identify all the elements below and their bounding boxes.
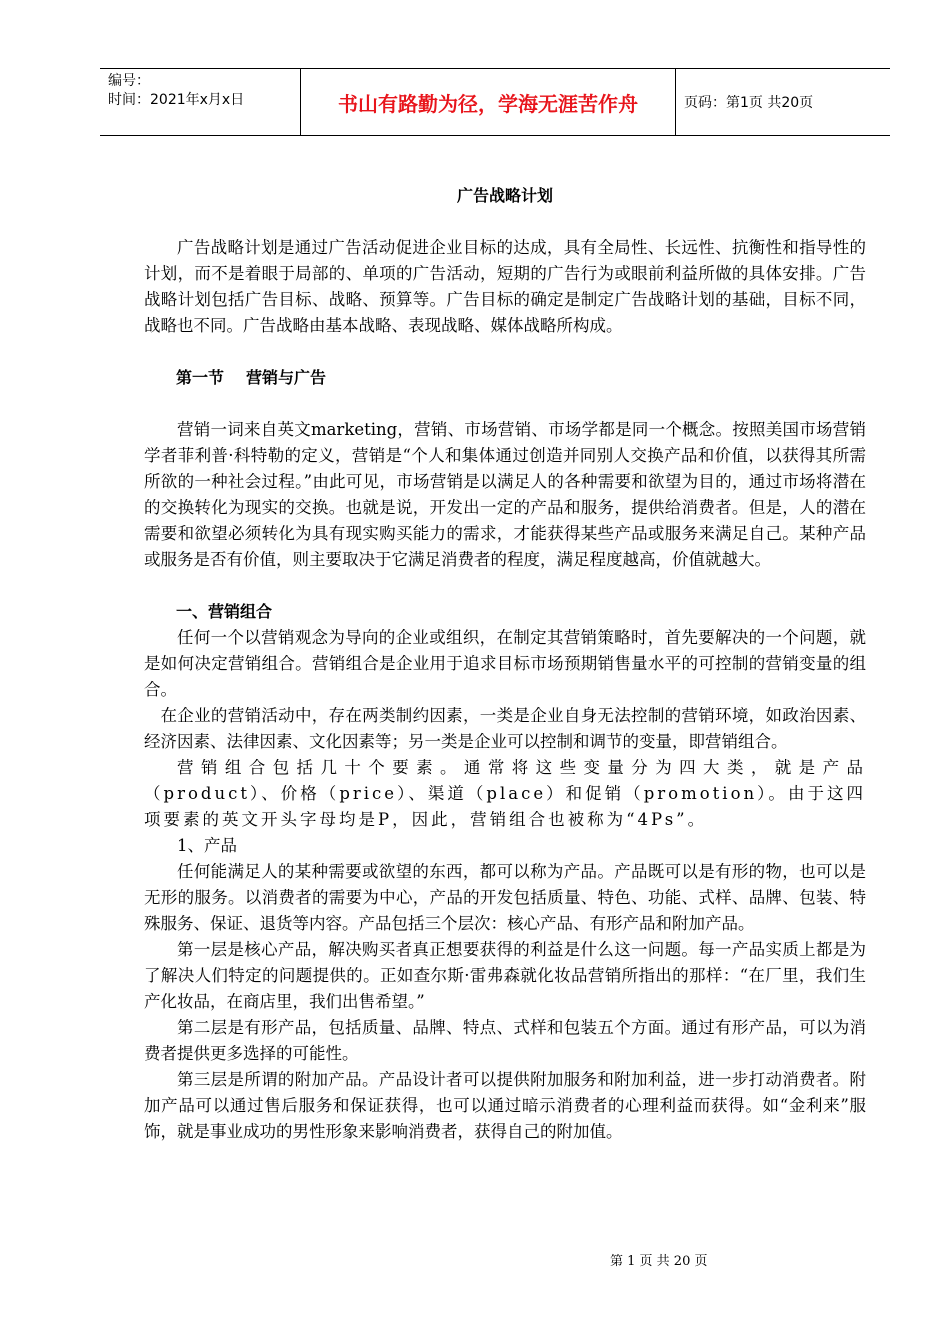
header-page-info: 页码：第1页 共20页	[684, 95, 814, 111]
document-body	[144, 183, 866, 1145]
header-meta	[100, 69, 301, 135]
subsection-heading: 一、营销组合	[176, 602, 273, 621]
document-date: 时间：2021年x月x日	[108, 92, 245, 108]
section-title: 营销与广告	[246, 368, 327, 387]
item-paragraph-2: 第一层是核心产品，解决购买者真正想要获得的利益是什么这一问题。每一产品实质上都是为了解决人们特定的问题提供的。正如查尔斯·雷弗森就化妆品营销所指出的那样：“在厂里，我们生产化妆品，在商店里，我们出售希望。”	[144, 940, 866, 1011]
document-number-label: 编号：	[108, 73, 150, 89]
section-number: 第一节	[176, 368, 225, 387]
subsection-paragraph-3: 营销组合包括几十个要素。通常将这些变量分为四大类，就是产品（product）、价格（price）、渠道（place）和促销（promotion）。由于这四项要素的英文开头字母均是P，因此，营销组合也被称为“4Ps”。	[144, 758, 866, 829]
subsection-paragraph-2: 在企业的营销活动中，存在两类制约因素，一类是企业自身无法控制的营销环境，如政治因素、经济因素、法律因素、文化因素等；另一类是企业可以控制和调节的变量，即营销组合。	[144, 706, 866, 751]
subsection-paragraph-1: 任何一个以营销观念为导向的企业或组织，在制定其营销策略时，首先要解决的一个问题，就是如何决定营销组合。营销组合是企业用于追求目标市场预期销售量水平的可控制的营销变量的组合。	[144, 628, 866, 699]
item-paragraph-4: 第三层是所谓的附加产品。产品设计者可以提供附加服务和附加利益，进一步打动消费者。附加产品可以通过售后服务和保证获得，也可以通过暗示消费者的心理利益而获得。如“金利来”服饰，就是事业成功的男性形象来影响消费者，获得自己的附加值。	[144, 1070, 866, 1141]
document-title: 广告战略计划	[456, 186, 553, 205]
section-paragraph: 营销一词来自英文marketing，营销、市场营销、市场学都是同一个概念。按照美国市场营销学者菲利普·科特勒的定义，营销是“个人和集体通过创造并同别人交换产品和价值，以获得其所需所欲的一种社会过程。”由此可见，市场营销是以满足人的各种需要和欲望为目的，通过市场将潜在的交换转化为现实的交换。也就是说，开发出一定的产品和服务，提供给消费者。但是，人的潜在需要和欲望必须转化为具有现实购买能力的需求，才能获得某些产品或服务来满足自己。某种产品或服务是否有价值，则主要取决于它满足消费者的程度，满足程度越高，价值就越大。	[144, 420, 866, 569]
item-paragraph-1: 任何能满足人的某种需要或欲望的东西，都可以称为产品。产品既可以是有形的物，也可以是无形的服务。以消费者的需要为中心，产品的开发包括质量、特色、功能、式样、品牌、包装、特殊服务、保证、退货等内容。产品包括三个层次：核心产品、有形产品和附加产品。	[144, 862, 866, 933]
intro-paragraph: 广告战略计划是通过广告活动促进企业目标的达成，具有全局性、长远性、抗衡性和指导性的计划，而不是着眼于局部的、单项的广告活动，短期的广告行为或眼前利益所做的具体安排。广告战略计划包括广告目标、战略、预算等。广告目标的确定是制定广告战略计划的基础，目标不同，战略也不同。广告战略由基本战略、表现战略、媒体战略所构成。	[144, 238, 866, 335]
header-motto: 书山有路勤为径，学海无涯苦作舟	[301, 69, 676, 135]
page-footer: 第 1 页 共 20 页	[610, 1254, 708, 1269]
item-heading: 1、产品	[177, 836, 237, 855]
item-paragraph-3: 第二层是有形产品，包括质量、品牌、特点、式样和包装五个方面。通过有形产品，可以为消费者提供更多选择的可能性。	[144, 1018, 866, 1063]
section-heading	[144, 365, 866, 391]
page-header	[100, 68, 890, 136]
